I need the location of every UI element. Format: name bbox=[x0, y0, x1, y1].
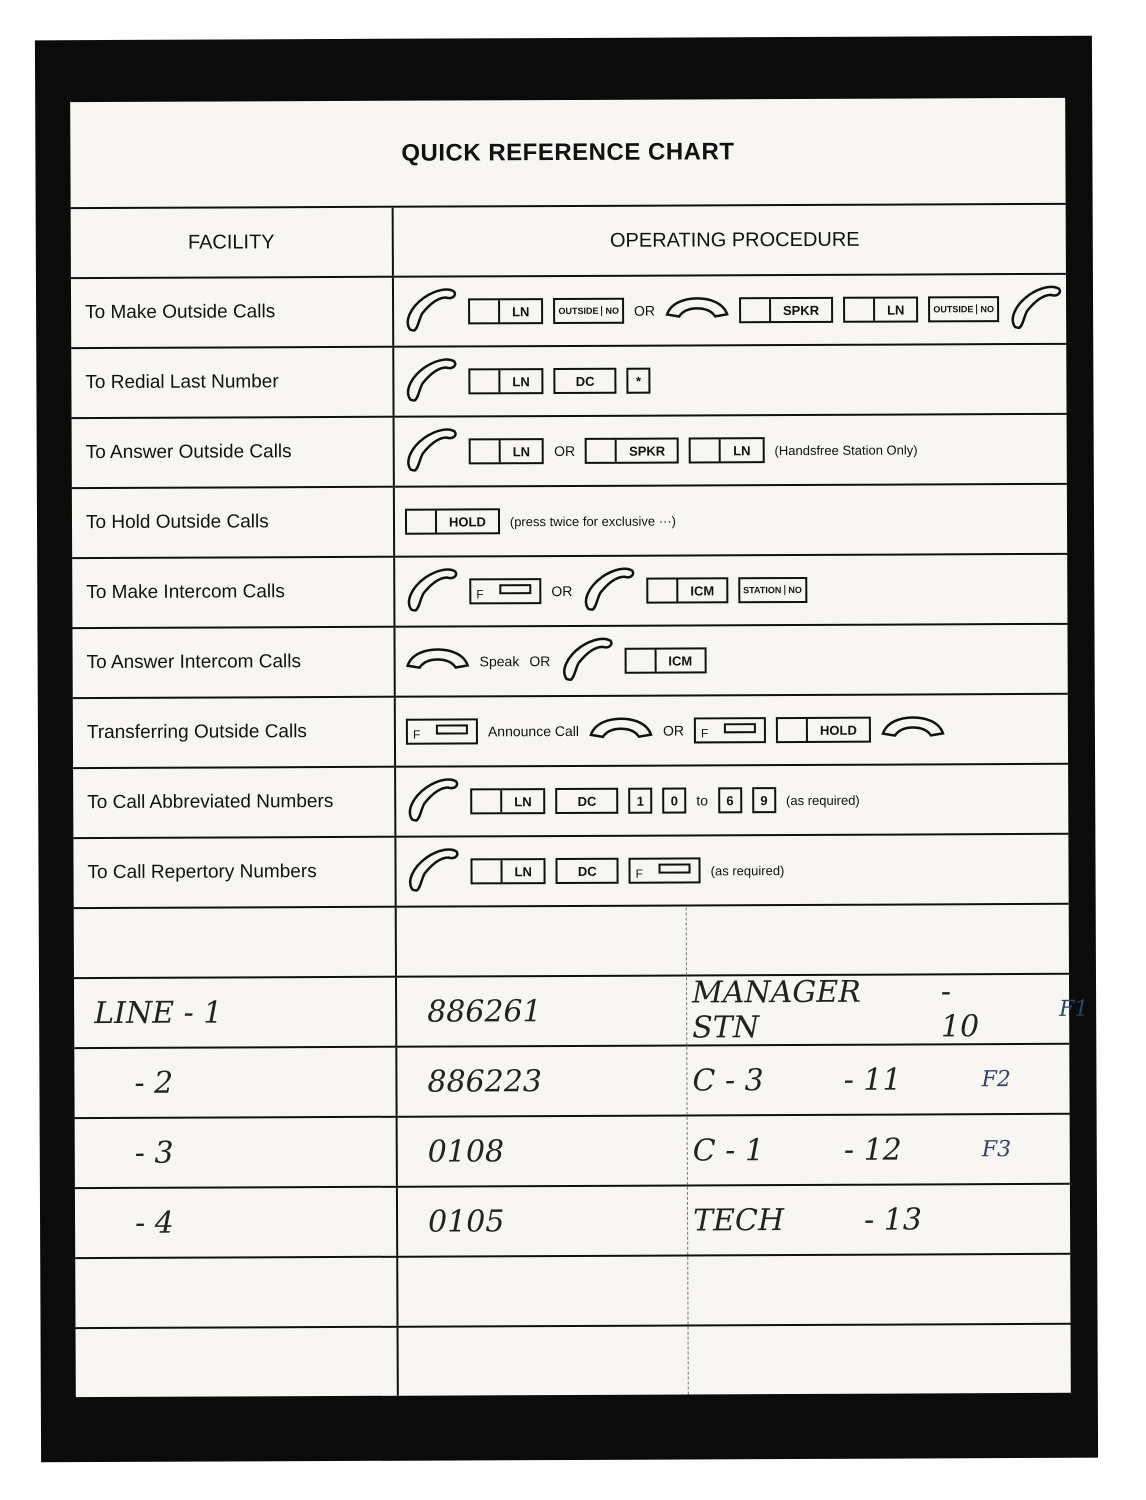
handset-on-hook-icon bbox=[589, 717, 653, 745]
procedure-row bbox=[72, 485, 1067, 559]
button-key bbox=[469, 438, 544, 464]
procedure-row bbox=[73, 835, 1068, 909]
procedure-word: OR bbox=[551, 582, 573, 600]
extension: - 11 bbox=[843, 1062, 902, 1098]
feature-key bbox=[629, 857, 701, 883]
procedure-word: OR bbox=[633, 302, 655, 319]
procedure-steps bbox=[396, 835, 1068, 906]
button-key bbox=[468, 368, 543, 394]
key-label: DC bbox=[575, 373, 595, 389]
dial-key: 0 bbox=[662, 787, 686, 813]
key-label: OUTSIDE bbox=[930, 304, 977, 314]
key-label: NO bbox=[605, 305, 619, 316]
procedure-steps bbox=[395, 555, 1067, 626]
procedure-row bbox=[72, 555, 1067, 629]
procedure-row bbox=[73, 765, 1068, 839]
procedure-header: OPERATING PROCEDURE bbox=[609, 228, 860, 252]
handset-on-hook-icon bbox=[665, 296, 729, 324]
facility-label: To Call Abbreviated Numbers bbox=[73, 768, 396, 837]
line-label: - 3 bbox=[75, 1118, 398, 1187]
reference-chart bbox=[70, 98, 1089, 1397]
procedure-row bbox=[73, 695, 1068, 769]
line-label: - 2 bbox=[74, 1048, 397, 1117]
button-key bbox=[470, 788, 545, 814]
procedure-word: Speak bbox=[479, 653, 520, 670]
handset-on-hook-icon bbox=[406, 647, 470, 675]
handwritten-row bbox=[75, 1185, 1070, 1259]
procedure-row bbox=[71, 275, 1066, 349]
procedure-note: (Handsfree Station Only) bbox=[774, 441, 918, 458]
feature-key-note: F2 bbox=[981, 1066, 1011, 1092]
phone-number: 0108 bbox=[427, 1133, 505, 1170]
handset-off-hook-icon bbox=[582, 567, 636, 615]
button-key bbox=[739, 297, 833, 323]
line-label: LINE - 1 bbox=[74, 978, 397, 1047]
key-label: SPKR bbox=[782, 302, 820, 318]
button-key bbox=[556, 788, 619, 814]
key-label: LN bbox=[512, 443, 531, 459]
procedure-note: (as required) bbox=[710, 862, 785, 878]
button-key bbox=[646, 577, 728, 603]
station-name: MANAGER STN bbox=[691, 974, 861, 1046]
handset-off-hook-icon bbox=[1009, 285, 1063, 333]
handset-off-hook-icon bbox=[406, 777, 460, 825]
key-label: OUTSIDE bbox=[555, 306, 602, 316]
key-lamp bbox=[436, 724, 468, 734]
feature-key-note: F3 bbox=[981, 1136, 1012, 1162]
feature-key bbox=[469, 578, 541, 604]
feature-key bbox=[406, 718, 478, 744]
phone-number: 886223 bbox=[427, 1063, 543, 1100]
button-key bbox=[843, 296, 918, 322]
key-label: HOLD bbox=[448, 513, 486, 530]
key-label: SPKR bbox=[629, 443, 666, 459]
procedure-steps bbox=[395, 625, 1067, 696]
facility-label: To Answer Intercom Calls bbox=[72, 628, 395, 697]
card-frame bbox=[35, 36, 1098, 1463]
extension: - 13 bbox=[864, 1201, 923, 1238]
handset-off-hook-icon bbox=[405, 567, 459, 615]
procedure-word: to bbox=[696, 792, 709, 809]
button-key bbox=[556, 858, 619, 884]
key-label: LN bbox=[512, 303, 530, 319]
facility-header: FACILITY bbox=[71, 208, 394, 277]
header-row bbox=[71, 205, 1066, 279]
procedure-steps bbox=[395, 485, 1067, 556]
button-key bbox=[585, 438, 679, 464]
key-label: LN bbox=[733, 442, 751, 458]
blank-row bbox=[75, 1255, 1070, 1329]
button-key bbox=[776, 717, 871, 743]
procedure-row bbox=[72, 415, 1067, 489]
key-label: LN bbox=[512, 373, 530, 389]
facility-label: To Answer Outside Calls bbox=[72, 418, 395, 487]
key-label: F bbox=[700, 726, 709, 741]
key-lamp bbox=[659, 863, 691, 873]
station-name: TECH bbox=[692, 1202, 785, 1238]
key-label: F bbox=[476, 587, 484, 602]
button-key bbox=[689, 437, 764, 463]
station-name: C - 3 bbox=[692, 1062, 764, 1098]
key-label: NO bbox=[788, 584, 802, 596]
procedure-note: (press twice for exclusive ···) bbox=[509, 513, 677, 529]
phone-number: 886261 bbox=[427, 993, 542, 1030]
button-key bbox=[470, 858, 545, 884]
key-label: ICM bbox=[668, 652, 693, 669]
number-keys bbox=[738, 577, 807, 603]
button-key bbox=[554, 368, 617, 394]
blank-cell bbox=[74, 908, 397, 977]
blank-row bbox=[76, 1325, 1071, 1397]
key-label: LN bbox=[887, 302, 905, 318]
handset-off-hook-icon bbox=[405, 427, 459, 475]
button-key bbox=[624, 647, 706, 673]
blank-row bbox=[74, 905, 1069, 979]
extension: - 10 bbox=[940, 974, 980, 1045]
procedure-steps bbox=[394, 275, 1066, 346]
dial-key: 9 bbox=[752, 787, 776, 813]
button-key bbox=[405, 508, 500, 534]
station-name: C - 1 bbox=[692, 1132, 765, 1168]
handset-off-hook-icon bbox=[406, 847, 460, 895]
handwritten-row bbox=[75, 1115, 1070, 1189]
key-label: LN bbox=[514, 863, 532, 879]
procedure-word: OR bbox=[529, 653, 551, 670]
facility-label: To Call Repertory Numbers bbox=[73, 838, 396, 907]
key-label: ICM bbox=[690, 582, 715, 598]
blank-cell bbox=[76, 1328, 399, 1397]
procedure-word: Announce Call bbox=[487, 722, 580, 740]
facility-label: To Hold Outside Calls bbox=[72, 488, 395, 557]
feature-key bbox=[694, 717, 766, 743]
handwritten-row bbox=[74, 974, 1089, 1049]
procedure-row bbox=[72, 625, 1067, 699]
key-label: DC bbox=[577, 863, 597, 879]
phone-number: 0105 bbox=[427, 1203, 505, 1240]
number-keys bbox=[928, 296, 999, 322]
key-label: HOLD bbox=[819, 722, 857, 738]
procedure-word: OR bbox=[554, 442, 576, 460]
blank-cell bbox=[75, 1258, 398, 1327]
facility-label: To Make Outside Calls bbox=[71, 278, 394, 347]
key-lamp bbox=[499, 584, 531, 594]
chart-title: QUICK REFERENCE CHART bbox=[70, 98, 1065, 209]
feature-key-note: F1 bbox=[1059, 996, 1089, 1022]
line-label: - 4 bbox=[75, 1188, 398, 1257]
procedure-steps bbox=[396, 695, 1068, 766]
facility-label: To Make Intercom Calls bbox=[72, 558, 395, 627]
key-label: STATION bbox=[740, 585, 785, 595]
key-label: F bbox=[635, 866, 644, 881]
key-label: LN bbox=[514, 793, 532, 809]
handwritten-row bbox=[74, 1045, 1069, 1119]
procedure-row bbox=[71, 345, 1066, 419]
handset-off-hook-icon bbox=[560, 637, 614, 685]
dial-key: * bbox=[626, 368, 650, 394]
handset-off-hook-icon bbox=[404, 287, 458, 335]
handset-on-hook-icon bbox=[881, 715, 945, 743]
handset-off-hook-icon bbox=[404, 357, 458, 405]
dial-key: 1 bbox=[628, 788, 652, 814]
key-label: F bbox=[412, 727, 421, 742]
procedure-word: OR bbox=[662, 722, 685, 739]
key-lamp bbox=[724, 723, 756, 733]
procedure-note: (as required) bbox=[786, 792, 860, 808]
procedure-steps bbox=[396, 765, 1068, 836]
key-label: NO bbox=[980, 304, 994, 315]
button-key bbox=[468, 298, 543, 324]
facility-label: Transferring Outside Calls bbox=[73, 698, 396, 767]
procedure-steps bbox=[394, 345, 1066, 416]
extension: - 12 bbox=[843, 1132, 902, 1168]
dial-key: 6 bbox=[718, 787, 742, 813]
procedure-steps bbox=[395, 415, 1067, 486]
key-label: DC bbox=[577, 793, 597, 809]
number-keys bbox=[553, 298, 624, 324]
facility-label: To Redial Last Number bbox=[71, 348, 394, 417]
